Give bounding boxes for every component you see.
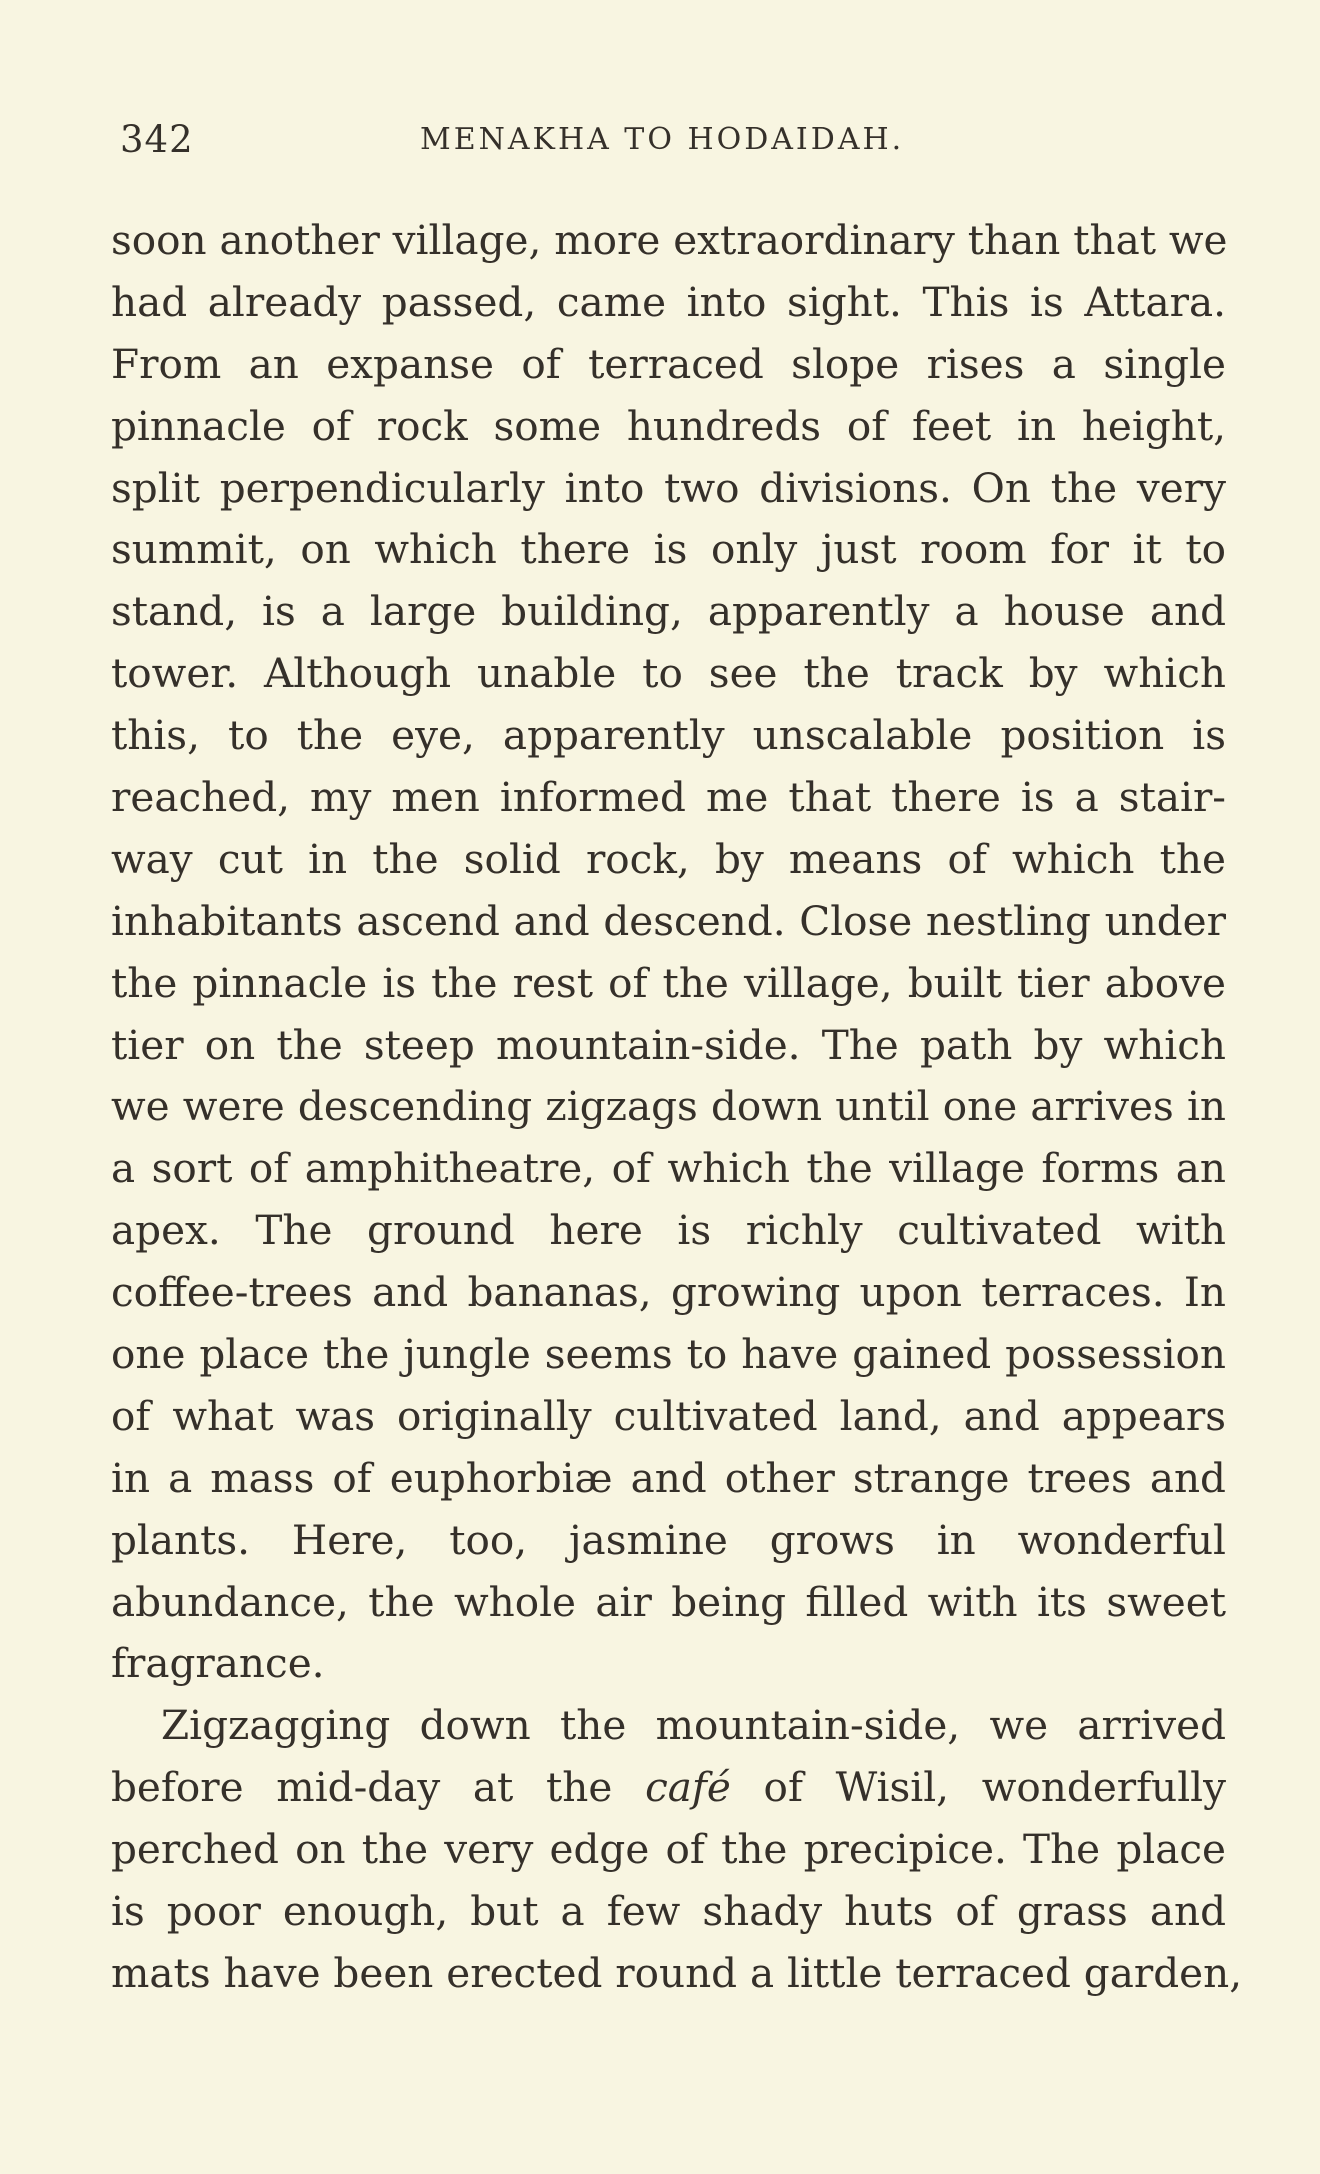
text-line: had already passed, came into sight. This is Attara.	[111, 277, 1226, 326]
text-line: reached, my men informed me that there is a stair-	[111, 773, 1226, 822]
text-line: apex. The ground here is richly cultivated with	[111, 1206, 1226, 1255]
text-line: one place the jungle seems to have gained possession	[111, 1330, 1226, 1379]
text-line: perched on the very edge of the precipice. The place	[111, 1825, 1226, 1874]
text-line: coffee-trees and bananas, growing upon terraces. In	[111, 1268, 1226, 1317]
text-line: stand, is a large building, apparently a house and	[111, 587, 1226, 636]
text-line: a sort of amphitheatre, of which the village forms an	[111, 1144, 1226, 1193]
body-text	[111, 210, 1243, 2005]
text-line: way cut in the solid rock, by means of which the	[111, 834, 1226, 883]
text-line: tower. Although unable to see the track by which	[111, 649, 1226, 698]
text-line: the pinnacle is the rest of the village, built tier above	[111, 958, 1226, 1007]
paragraph	[111, 1695, 1243, 2004]
paragraph	[111, 210, 1226, 1695]
text-line: summit, on which there is only just room for it to	[111, 525, 1226, 574]
text-line: in a mass of euphorbiæ and other strange trees and	[111, 1453, 1226, 1502]
text-segment: of Wisil, wonderfully	[730, 1763, 1227, 1812]
text-line: split perpendicularly into two divisions. On the very	[111, 463, 1226, 512]
text-line: From an expanse of terraced slope rises a single	[111, 339, 1226, 388]
page-header	[120, 118, 1230, 168]
text-line: of what was originally cultivated land, and appears	[111, 1391, 1226, 1440]
text-line: abundance, the whole air being filled with its sweet	[111, 1577, 1226, 1626]
text-segment: before mid-day at the	[111, 1763, 646, 1812]
text-line: Zigzagging down the mountain-side, we arrived	[161, 1701, 1226, 1750]
text-line: this, to the eye, apparently unscalable position is	[111, 711, 1226, 760]
text-line: pinnacle of rock some hundreds of feet in height,	[111, 401, 1226, 450]
text-line	[111, 1757, 1226, 1819]
text-line: we were descending zigzags down until one arrives in	[111, 1082, 1226, 1131]
text-line: mats have been erected round a little terraced garden,	[111, 1948, 1243, 1997]
text-line: is poor enough, but a few shady huts of grass and	[111, 1887, 1226, 1936]
text-line: tier on the steep mountain-side. The path by which	[111, 1020, 1226, 1069]
running-head: MENAKHA TO HODAIDAH.	[420, 122, 905, 157]
text-line: inhabitants ascend and descend. Close nestling under	[111, 896, 1226, 945]
text-line: fragrance.	[111, 1639, 325, 1688]
text-line: soon another village, more extraordinary than that we	[111, 216, 1228, 264]
text-line: plants. Here, too, jasmine grows in wonderful	[111, 1515, 1226, 1564]
italic-word: café	[645, 1763, 731, 1812]
page-number: 342	[120, 118, 194, 161]
